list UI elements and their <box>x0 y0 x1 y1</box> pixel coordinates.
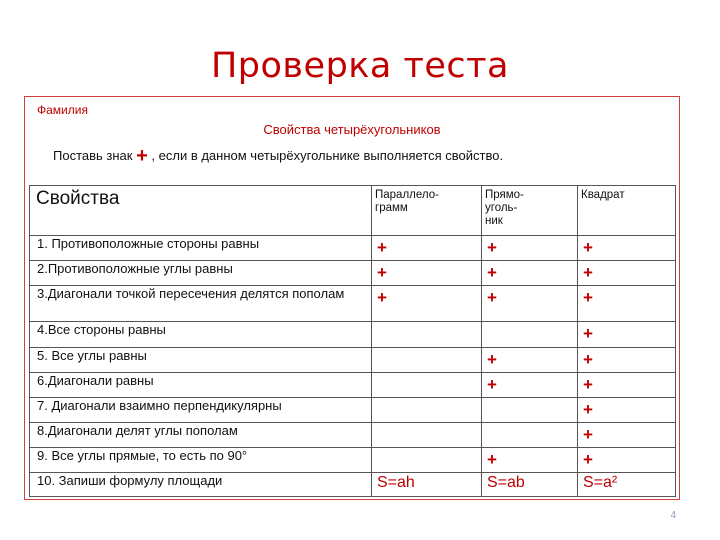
parallelogram-cell <box>372 373 482 398</box>
table-header-row <box>30 186 676 236</box>
table-row <box>30 348 676 373</box>
header-parallelogram: Параллело- грамм <box>372 186 482 236</box>
parallelogram-cell: + <box>372 286 482 322</box>
property-cell: 1. Противоположные стороны равны <box>30 236 372 261</box>
square-cell: + <box>578 261 676 286</box>
square-cell: + <box>578 348 676 373</box>
property-cell: 8.Диагонали делят углы пополам <box>30 423 372 448</box>
parallelogram-cell <box>372 448 482 473</box>
instruction-suffix: , если в данном четырёхугольнике выполняется свойство. <box>151 148 504 163</box>
table-row <box>30 398 676 423</box>
table-row <box>30 236 676 261</box>
slide-title: Проверка теста <box>210 46 510 86</box>
table-row <box>30 261 676 286</box>
table-row <box>30 423 676 448</box>
page-number: 4 <box>670 510 676 521</box>
parallelogram-cell <box>372 322 482 348</box>
rectangle-cell: + <box>482 236 578 261</box>
instruction-prefix: Поставь знак <box>53 148 133 163</box>
rectangle-area-formula: S=ab <box>482 473 578 497</box>
parallelogram-cell <box>372 348 482 373</box>
table-row <box>30 286 676 322</box>
square-cell: + <box>578 236 676 261</box>
square-cell: + <box>578 448 676 473</box>
rectangle-cell: + <box>482 373 578 398</box>
parallelogram-cell: + <box>372 236 482 261</box>
header-square: Квадрат <box>578 186 676 236</box>
worksheet-subtitle: Свойства четырёхугольников <box>263 122 441 137</box>
square-cell: + <box>578 423 676 448</box>
property-cell: 7. Диагонали взаимно перпендикулярны <box>30 398 372 423</box>
parallelogram-area-formula: S=ah <box>372 473 482 497</box>
square-cell: + <box>578 373 676 398</box>
properties-table <box>29 185 676 497</box>
parallelogram-cell <box>372 423 482 448</box>
table-row <box>30 473 676 497</box>
property-cell: 2.Противоположные углы равны <box>30 261 372 286</box>
square-cell: + <box>578 322 676 348</box>
square-cell: + <box>578 398 676 423</box>
rectangle-cell <box>482 398 578 423</box>
property-cell: 9. Все углы прямые, то есть по 90° <box>30 448 372 473</box>
property-cell: 10. Запиши формулу площади <box>30 473 372 497</box>
square-area-formula: S=a² <box>578 473 676 497</box>
plus-mark: + <box>136 145 148 167</box>
property-cell: 3.Диагонали точкой пересечения делятся пополам <box>30 286 372 322</box>
property-cell: 6.Диагонали равны <box>30 373 372 398</box>
header-rectangle: Прямо- уголь- ник <box>482 186 578 236</box>
instruction <box>53 145 503 168</box>
parallelogram-cell: + <box>372 261 482 286</box>
header-properties: Свойства <box>30 186 372 236</box>
property-cell: 5. Все углы равны <box>30 348 372 373</box>
parallelogram-cell <box>372 398 482 423</box>
table-row <box>30 322 676 348</box>
square-cell: + <box>578 286 676 322</box>
surname-label: Фамилия <box>37 103 88 117</box>
worksheet <box>24 96 680 500</box>
rectangle-cell <box>482 423 578 448</box>
table-row <box>30 448 676 473</box>
rectangle-cell <box>482 322 578 348</box>
table-row <box>30 373 676 398</box>
rectangle-cell: + <box>482 348 578 373</box>
property-cell: 4.Все стороны равны <box>30 322 372 348</box>
rectangle-cell: + <box>482 261 578 286</box>
rectangle-cell: + <box>482 286 578 322</box>
rectangle-cell: + <box>482 448 578 473</box>
